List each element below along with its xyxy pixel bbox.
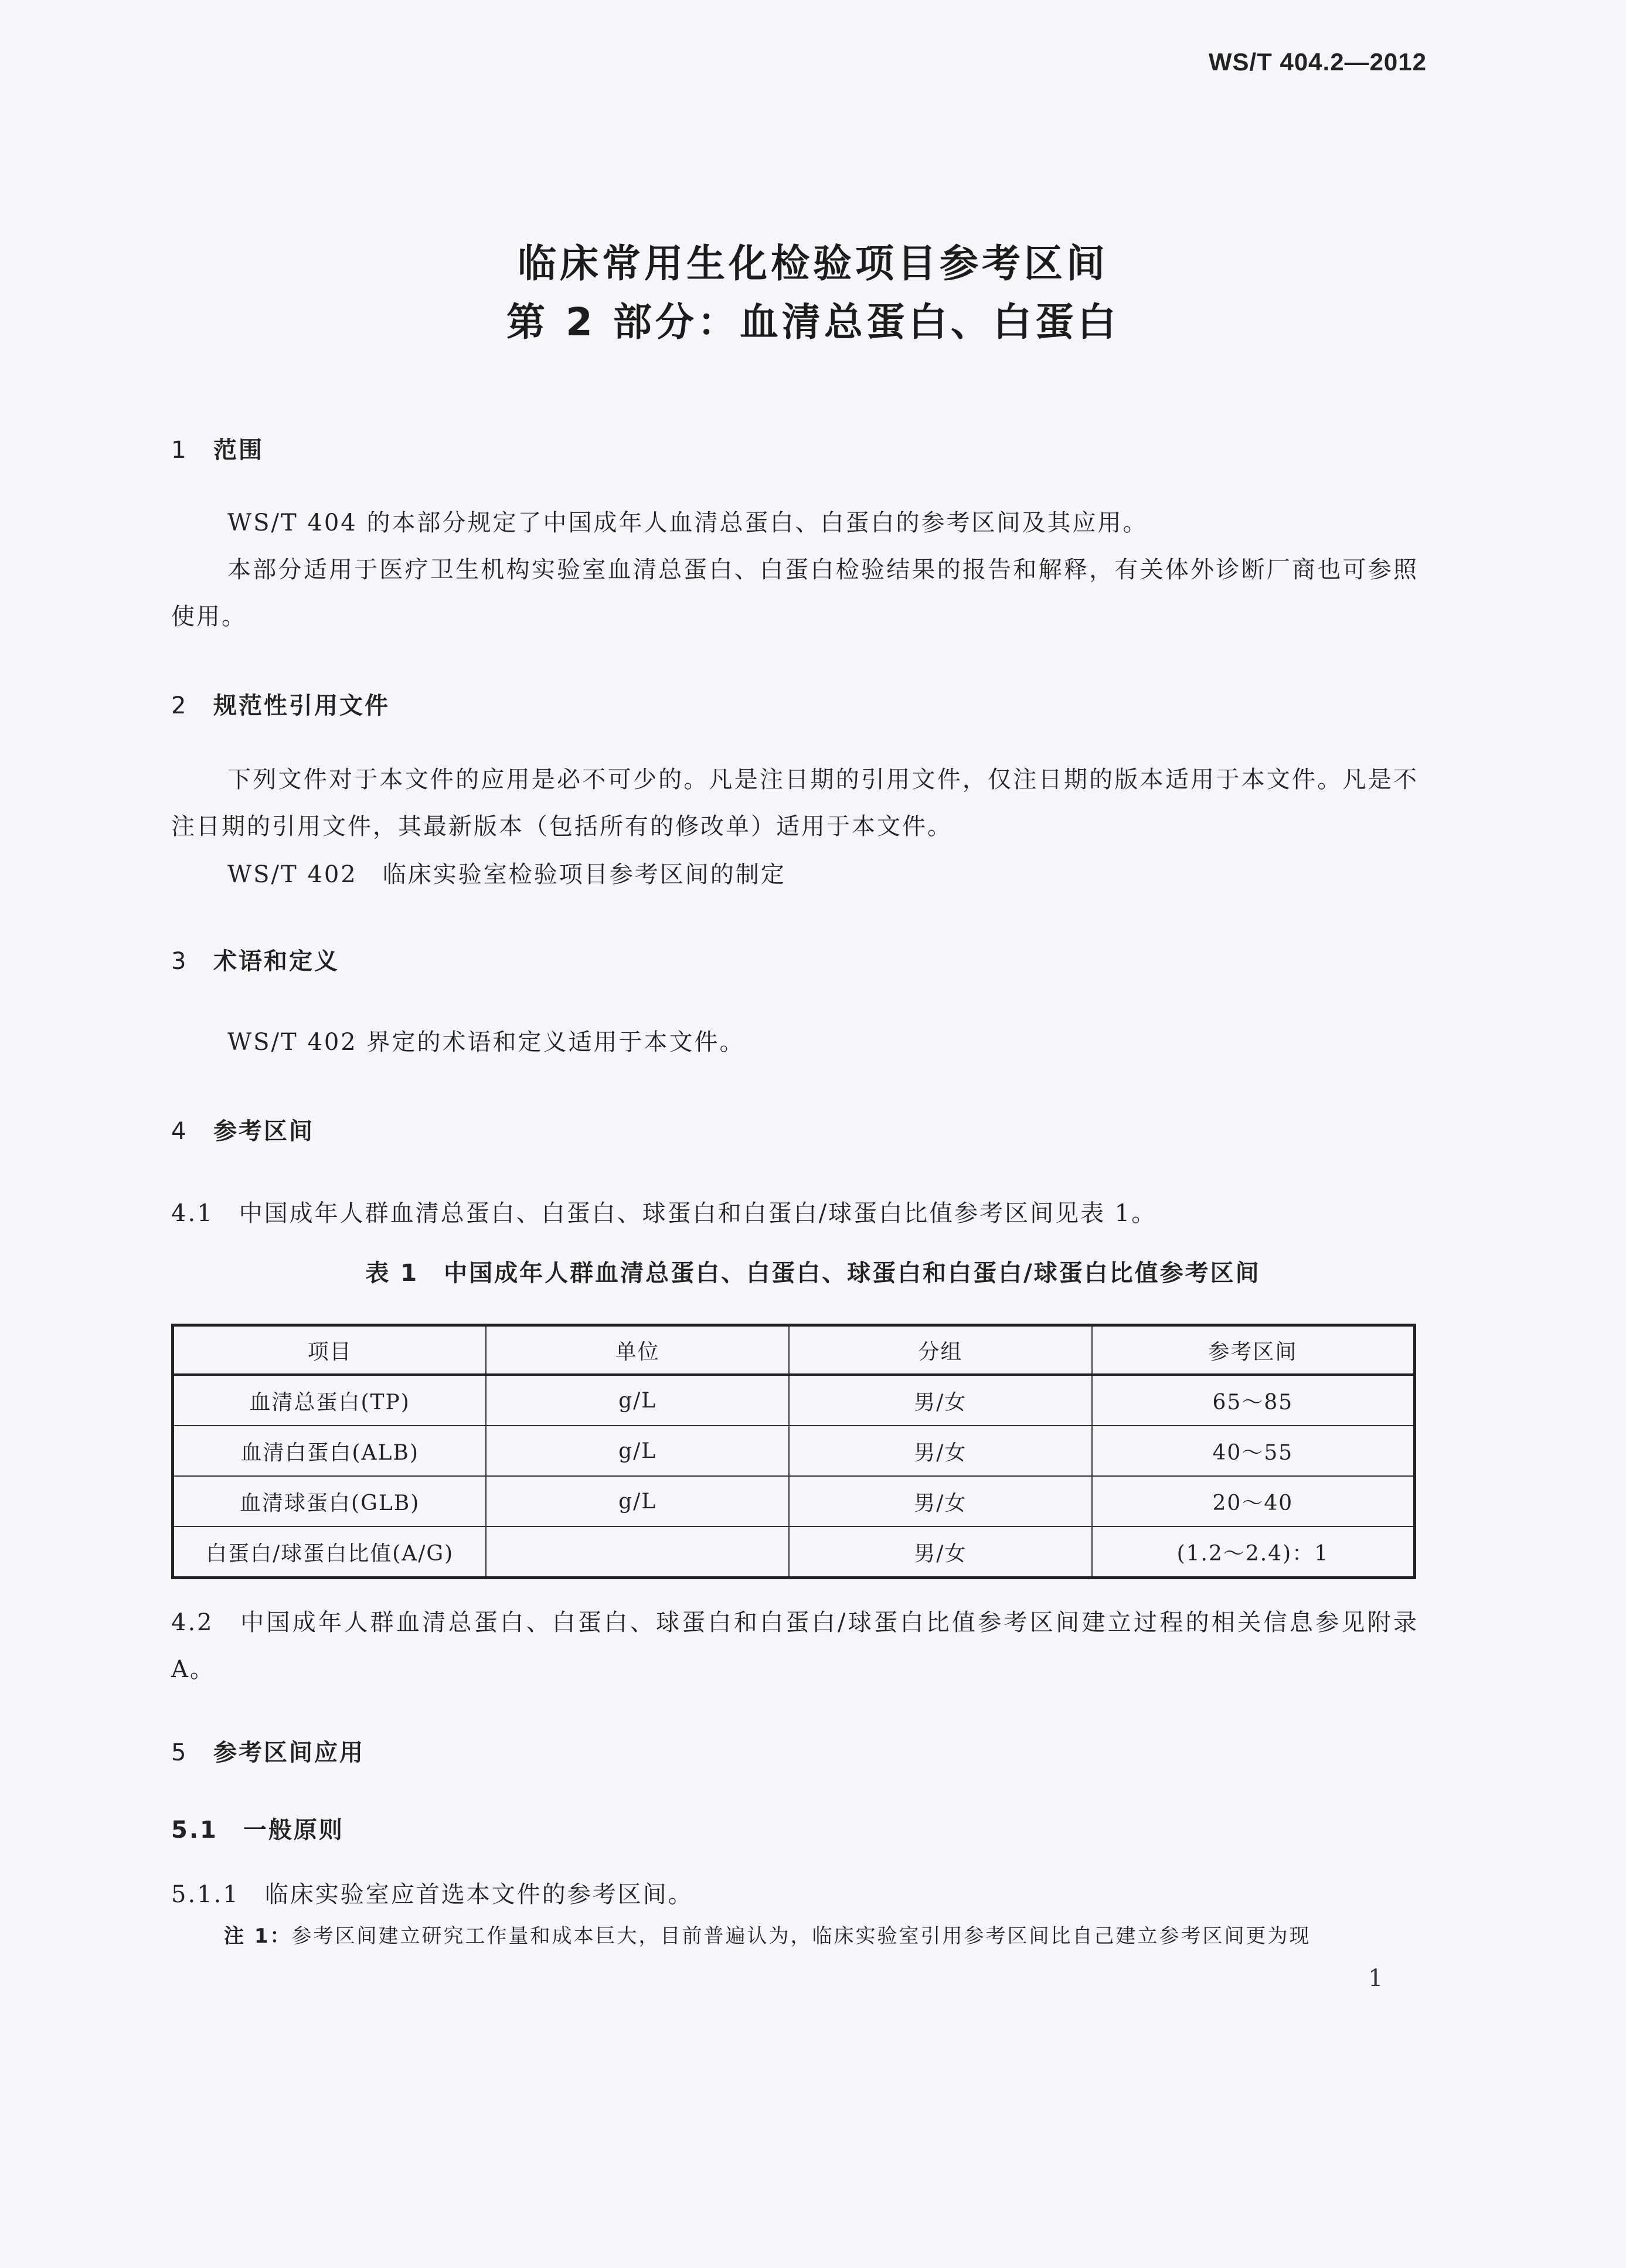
column-header-interval: 参考区间 (1092, 1325, 1415, 1375)
table-caption: 表 1 中国成年人群血清总蛋白、白蛋白、球蛋白和白蛋白/球蛋白比值参考区间 (365, 1260, 1261, 1287)
table-cell: (1.2～2.4)：1 (1092, 1526, 1415, 1578)
table-cell: 65～85 (1092, 1375, 1415, 1426)
note-label: 注 1： (224, 1924, 292, 1948)
normative-reference: WS/T 402 临床实验室检验项目参考区间的制定 (227, 861, 786, 888)
clause-4-1: 4.1 中国成年人群血清总蛋白、白蛋白、球蛋白和白蛋白/球蛋白比值参考区间见表 1。 (171, 1200, 1157, 1227)
table-cell: 40～55 (1092, 1426, 1415, 1476)
section-title: 参考区间应用 (213, 1739, 365, 1766)
section-1-paragraph-2: 本部分适用于医疗卫生机构实验室血清总蛋白、白蛋白检验结果的报告和解释，有关体外诊断厂商也可参照使用。 (171, 556, 1419, 630)
table-cell: 男/女 (789, 1526, 1092, 1578)
table-cell: 血清球蛋白(GLB) (173, 1476, 487, 1526)
table-cell: 20～40 (1092, 1476, 1415, 1526)
section-3-paragraph: WS/T 402 界定的术语和定义适用于本文件。 (227, 1029, 745, 1056)
section-title: 参考区间 (213, 1118, 314, 1145)
section-number: 4 (171, 1118, 188, 1145)
section-5-heading (171, 1734, 365, 1767)
table-cell: 男/女 (789, 1476, 1092, 1526)
column-header-group: 分组 (789, 1325, 1092, 1375)
table-cell: 白蛋白/球蛋白比值(A/G) (173, 1526, 487, 1578)
page-number: 1 (1368, 1965, 1383, 1992)
section-title: 范围 (213, 437, 264, 464)
table-header-row (173, 1325, 1415, 1375)
note-1 (224, 1920, 1311, 1949)
table-row (173, 1526, 1415, 1578)
document-title: 临床常用生化检验项目参考区间 (518, 241, 1108, 286)
table-row (173, 1476, 1415, 1526)
column-header-item: 项目 (173, 1325, 487, 1375)
section-number: 2 (171, 692, 188, 719)
clause-4-2: 4.2 中国成年人群血清总蛋白、白蛋白、球蛋白和白蛋白/球蛋白比值参考区间建立过程的相关信息参见附录 A。 (171, 1609, 1419, 1683)
section-1-heading (171, 431, 264, 465)
table-cell: 男/女 (789, 1375, 1092, 1426)
document-subtitle: 第 2 部分：血清总蛋白、白蛋白 (506, 300, 1120, 345)
section-2-heading (171, 687, 390, 720)
table-cell: 血清总蛋白(TP) (173, 1375, 487, 1426)
section-3-heading (171, 943, 339, 976)
section-title: 术语和定义 (213, 948, 339, 975)
section-number: 5 (171, 1739, 188, 1766)
table-cell: 男/女 (789, 1426, 1092, 1476)
section-2-paragraph-1: 下列文件对于本文件的应用是必不可少的。凡是注日期的引用文件，仅注日期的版本适用于本文件。凡是不注日期的引用文件，其最新版本（包括所有的修改单）适用于本文件。 (171, 766, 1419, 840)
section-number: 3 (171, 948, 188, 975)
section-4-heading (171, 1113, 314, 1146)
reference-interval-table (171, 1324, 1416, 1579)
table-cell (486, 1526, 789, 1578)
table-cell: 血清白蛋白(ALB) (173, 1426, 487, 1476)
section-number: 1 (171, 437, 188, 464)
standard-code: WS/T 404.2—2012 (1208, 48, 1427, 76)
clause-5-1-1: 5.1.1 临床实验室应首选本文件的参考区间。 (171, 1881, 693, 1908)
table-cell: g/L (486, 1426, 789, 1476)
clause-5-1-heading: 5.1 一般原则 (171, 1817, 344, 1844)
table-row (173, 1426, 1415, 1476)
section-1-paragraph-1: WS/T 404 的本部分规定了中国成年人血清总蛋白、白蛋白的参考区间及其应用。 (227, 509, 1148, 536)
section-title: 规范性引用文件 (213, 692, 390, 719)
column-header-unit: 单位 (486, 1325, 789, 1375)
table-cell: g/L (486, 1476, 789, 1526)
table-row (173, 1375, 1415, 1426)
note-text: 参考区间建立研究工作量和成本巨大，目前普遍认为，临床实验室引用参考区间比自己建立参考区间更为现 (291, 1924, 1311, 1948)
table-cell: g/L (486, 1375, 789, 1426)
